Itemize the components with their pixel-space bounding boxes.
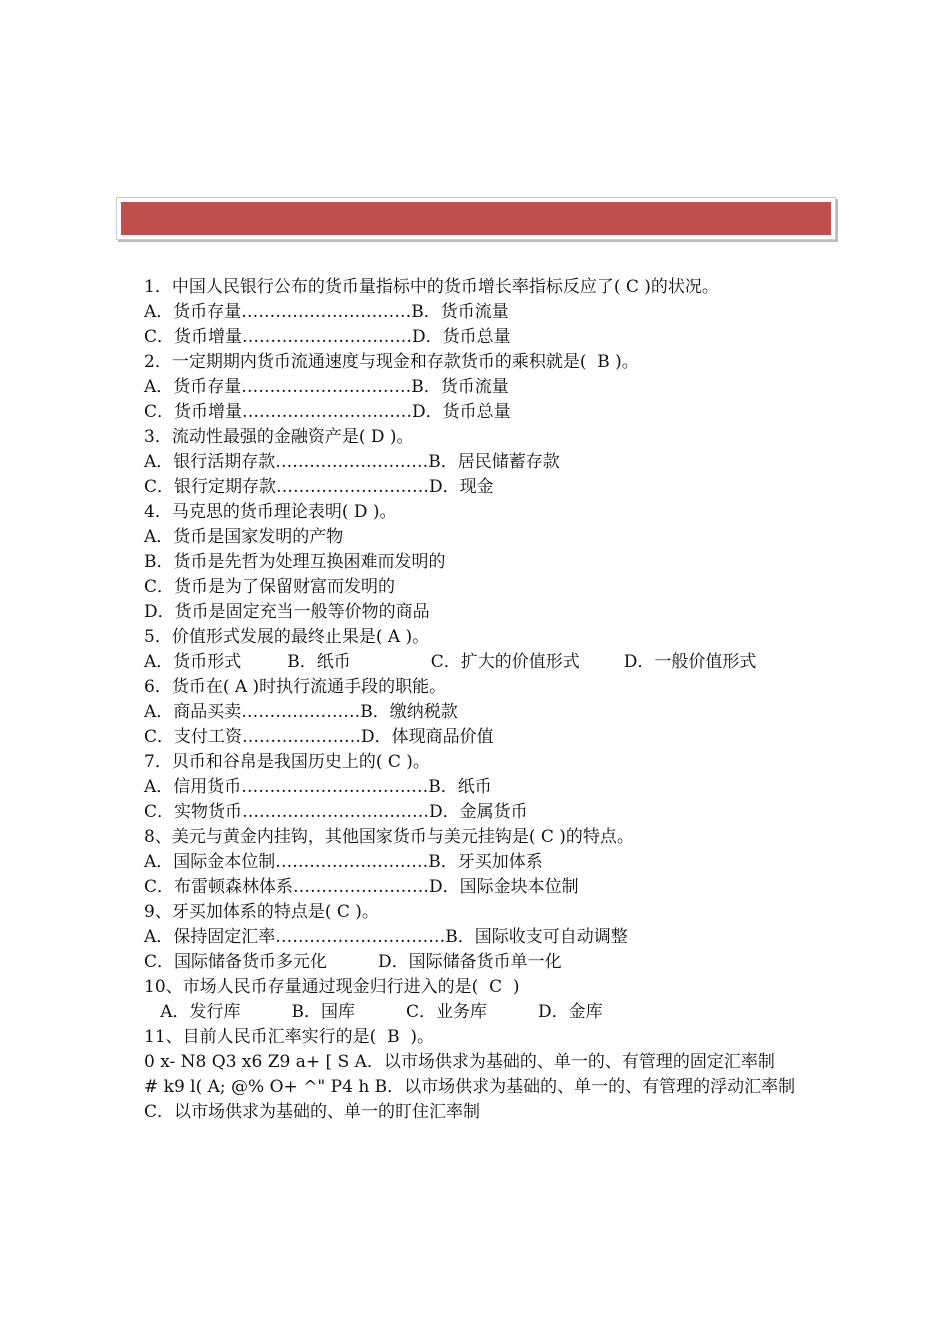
q4-option-a: A．货币是国家发明的产物 (144, 527, 344, 547)
q10-options: A．发行库 B．国库 C．业务库 D．金库 (144, 1002, 603, 1022)
q6-options-cd: C．支付工资…………………D．体现商品价值 (144, 727, 494, 747)
q11: 11、目前人民币汇率实行的是( B )。 (144, 1027, 435, 1047)
q1-options-ab: A．货币存量…………………………B．货币流量 (144, 302, 509, 322)
q7-options-cd: C．实物货币……………………………D．金属货币 (144, 802, 528, 822)
q5-options (144, 650, 810, 675)
q5: 5．价值形式发展的最终止果是( A )。 (144, 627, 430, 647)
q5-option-b: B．纸币 (287, 652, 351, 672)
q11-option-b: # k9 l( A; @% O+ ^" P4 h B．以市场供求为基础的、单一的、有管理的浮动汇率制 (144, 1077, 796, 1097)
q7: 7．贝币和谷帛是我国历史上的( C )。 (144, 752, 430, 772)
q1-options-cd: C．货币增量…………………………D．货币总量 (144, 327, 511, 347)
q4-option-b: B．货币是先哲为处理互换困难而发明的 (144, 552, 446, 572)
q8-options-ab: A．国际金本位制………………………B．牙买加体系 (144, 852, 543, 872)
q5-option-a: A．货币形式 (144, 652, 242, 672)
q7-options-ab: A．信用货币……………………………B．纸币 (144, 777, 492, 797)
q9-options-cd: C．国际储备货币多元化 D．国际储备货币单一化 (144, 952, 562, 972)
q2-options-ab: A．货币存量…………………………B．货币流量 (144, 377, 509, 397)
q2: 2．一定期期内货币流通速度与现金和存款货币的乘积就是( B )。 (144, 352, 639, 372)
q3-options-cd: C．银行定期存款………………………D．现金 (144, 477, 494, 497)
q8: 8、美元与黄金内挂钩，其他国家货币与美元挂钩是( C )的特点。 (144, 827, 634, 847)
q9: 9、牙买加体系的特点是( C )。 (144, 902, 379, 922)
header-banner (116, 197, 836, 240)
q2-options-cd: C．货币增量…………………………D．货币总量 (144, 402, 511, 422)
q8-options-cd: C．布雷顿森林体系……………………D．国际金块本位制 (144, 877, 579, 897)
q11-option-c: C．以市场供求为基础的、单一的盯住汇率制 (144, 1102, 481, 1122)
q6: 6．货币在( A )时执行流通手段的职能。 (144, 677, 447, 697)
q4-option-c: C．货币是为了保留财富而发明的 (144, 577, 396, 597)
q1: 1．中国人民银行公布的货币量指标中的货币增长率指标反应了( C )的状况。 (144, 277, 719, 297)
header-banner-fill (121, 202, 831, 235)
q6-options-ab: A．商品买卖…………………B．缴纳税款 (144, 702, 458, 722)
q3-options-ab: A．银行活期存款………………………B．居民储蓄存款 (144, 452, 560, 472)
q11-option-a: 0 x- N8 Q3 x6 Z9 a+ [ S A．以市场供求为基础的、单一的、有管理的固定汇率制 (144, 1052, 775, 1072)
question-list (144, 275, 810, 1125)
q10: 10、市场人民币存量通过现金归行进入的是( C ) (144, 977, 520, 997)
q5-option-d: D．一般价值形式 (623, 652, 757, 672)
q5-option-c: C．扩大的价值形式 (430, 652, 580, 672)
q4-option-d: D．货币是固定充当一般等价物的商品 (144, 602, 430, 622)
q4: 4．马克思的货币理论表明( D )。 (144, 502, 397, 522)
q9-options-ab: A．保持固定汇率…………………………B．国际收支可自动调整 (144, 927, 628, 947)
q3: 3．流动性最强的金融资产是( D )。 (144, 427, 414, 447)
